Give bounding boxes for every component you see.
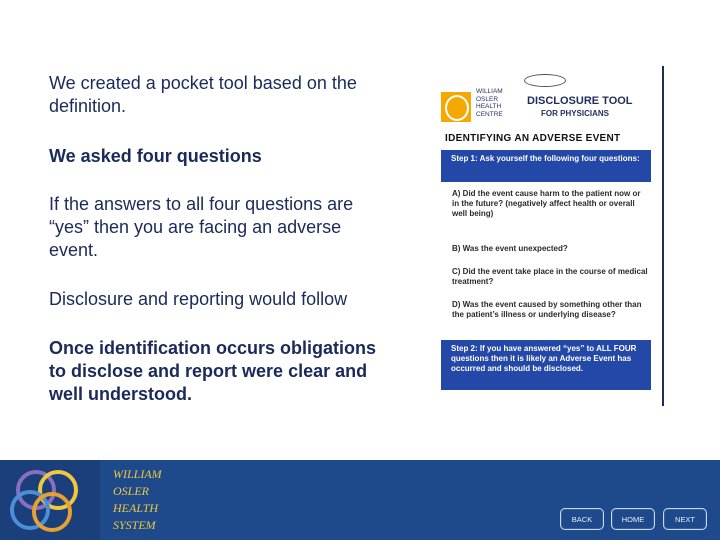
step-2-box: Step 2: If you have answered “yes” to ALL FOUR questions then it is likely an Adverse Event has occurred and should be disclosed. — [441, 340, 651, 390]
step-1-box: Step 1: Ask yourself the following four questions: — [441, 150, 651, 182]
next-button[interactable]: NEXT — [663, 508, 707, 530]
home-button[interactable]: HOME — [611, 508, 655, 530]
tool-heading: IDENTIFYING AN ADVERSE EVENT — [445, 133, 621, 144]
question-a: A) Did the event cause harm to the patient now or in the future? (negatively affect health or overall well being) — [452, 189, 641, 218]
osler-rings-logo-icon — [0, 460, 100, 540]
back-button[interactable]: BACK — [560, 508, 604, 530]
card-divider — [662, 66, 664, 406]
paragraph-pocket-tool: We created a pocket tool based on the definition. — [49, 73, 357, 116]
tool-subtitle: FOR PHYSICIANS — [541, 109, 610, 118]
organization-name: WILLIAM OSLER HEALTH SYSTEM — [113, 467, 162, 532]
tool-title: DISCLOSURE TOOL — [527, 95, 633, 107]
paragraph-four-questions: We asked four questions — [49, 146, 262, 166]
paragraph-disclosure: Disclosure and reporting would follow — [49, 289, 348, 309]
oval-shape — [524, 74, 566, 87]
card-logo-text: WILLIAM OSLER HEALTH CENTRE — [476, 88, 503, 118]
paragraph-answers: If the answers to all four questions are “yes” then you are facing an adverse event. — [49, 194, 354, 260]
question-b: B) Was the event unexpected? — [452, 244, 568, 253]
paragraph-obligations: Once identification occurs obligations to disclose and report were clear and well understood. — [49, 338, 377, 404]
question-c: C) Did the event take place in the course of medical treatment? — [452, 267, 648, 286]
question-d: D) Was the event caused by something other than the patient’s illness or underlying disease? — [452, 300, 642, 319]
osler-logo-icon — [441, 92, 471, 122]
